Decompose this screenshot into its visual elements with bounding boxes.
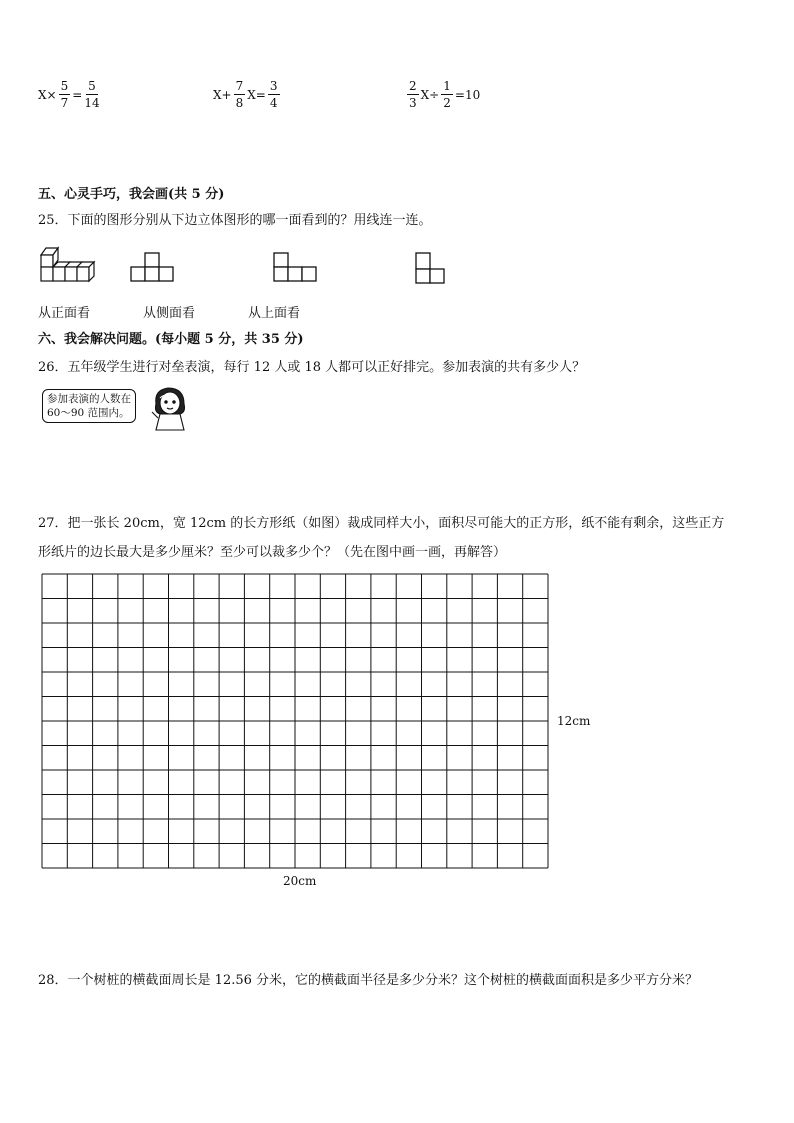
eq3-frac-a-num: 2 (409, 79, 417, 93)
view-shape-2 (272, 251, 322, 285)
equation-1 (38, 80, 102, 109)
label-top-view: 从上面看 (248, 306, 301, 321)
section5-title: 五、心灵手巧，我会画(共 5 分) (38, 187, 225, 202)
eq3-frac-a-den: 3 (409, 96, 417, 110)
solid-figure (38, 243, 102, 288)
eq1-fraction-a (59, 80, 71, 109)
question-27-line-2: 形纸片的边长最大是多少厘米？至少可以裁多少个？（先在图中画一画，再解答） (38, 545, 507, 560)
eq2-fraction-a (234, 80, 246, 109)
eq3-rhs: =10 (454, 87, 481, 102)
eq1-fraction-b (84, 80, 99, 109)
eq2-var: X+ (213, 87, 232, 102)
grid-paper[interactable] (41, 573, 551, 869)
eq1-op: × (46, 87, 57, 102)
eq1-frac-b-den: 14 (84, 96, 100, 110)
bubble-line-1: 参加表演的人数在 (47, 393, 131, 405)
question-25: 25．下面的图形分别从下边立体图形的哪一面看到的？用线连一连。 (38, 213, 432, 228)
eq2-frac-b-den: 4 (269, 96, 278, 110)
speech-bubble (42, 389, 136, 423)
eq2-var2: X= (247, 87, 266, 102)
eq3-frac-b-den: 2 (443, 96, 451, 110)
question-27-line-1: 27．把一张长 20cm，宽 12cm 的长方形纸（如图）裁成同样大小，面积尽可能大的正方形，纸不能有剩余，这些正方 (38, 516, 725, 531)
label-front-view: 从正面看 (38, 306, 91, 321)
grid-height-label: 12cm (557, 714, 591, 728)
eq3-fraction-b (441, 80, 453, 109)
view-shape-1 (129, 251, 179, 285)
eq1-frac-b-num: 5 (88, 79, 96, 93)
eq1-equals: = (72, 87, 83, 102)
section6-title: 六、我会解决问题。(每小题 5 分，共 35 分) (38, 332, 304, 347)
eq3-frac-b-num: 1 (443, 79, 451, 93)
grid-width-label: 20cm (283, 874, 317, 888)
label-side-view: 从侧面看 (143, 306, 196, 321)
view-shape-3 (414, 251, 448, 287)
question-26: 26．五年级学生进行对垒表演，每行 12 人或 18 人都可以正好排完。参加表演的共有多少人？ (38, 360, 586, 375)
eq2-frac-b-num: 3 (269, 79, 278, 93)
eq1-frac-a-num: 5 (60, 79, 69, 93)
eq3-fraction-a (407, 80, 419, 109)
equation-2 (213, 80, 282, 109)
eq2-fraction-b (268, 80, 280, 109)
question-28: 28．一个树桩的横截面周长是 12.56 分米，它的横截面半径是多少分米？这个树桩的横截面面积是多少平方分米？ (38, 973, 699, 988)
eq1-frac-a-den: 7 (60, 96, 69, 110)
bubble-line-2: 60～90 范围内。 (47, 407, 130, 419)
eq3-var: X÷ (420, 87, 440, 102)
eq1-var: X (38, 87, 47, 102)
equation-3 (405, 80, 480, 109)
eq2-frac-a-num: 7 (235, 79, 244, 93)
girl-illustration (148, 384, 192, 432)
eq2-frac-a-den: 8 (235, 96, 244, 110)
